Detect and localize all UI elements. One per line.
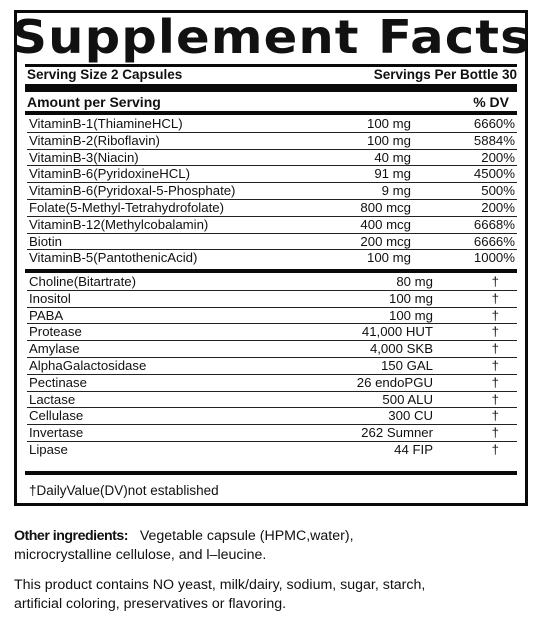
nutrient-amount: 500 ALU <box>382 391 433 407</box>
nutrient-row <box>27 200 517 217</box>
nutrient-name: Protease <box>29 324 82 340</box>
nutrient-row <box>27 150 517 167</box>
nutrient-row <box>27 341 517 358</box>
nutrient-amount: 100 mg <box>389 290 433 306</box>
other-ingredients-line1: Vegetable capsule (HPMC,water), <box>139 528 354 544</box>
nutrient-amount: 44 FIP <box>394 441 433 457</box>
nutrient-amount: 9 mg <box>381 183 411 199</box>
dv-header: % DV <box>473 94 509 110</box>
nutrient-name: Invertase <box>29 425 84 441</box>
dv-footnote: †DailyValue(DV)not established <box>29 483 219 498</box>
nutrient-row <box>27 408 517 425</box>
divider-header <box>25 111 517 115</box>
panel-title: Supplement Facts <box>11 10 531 64</box>
nutrient-name: Biotin <box>29 233 62 249</box>
nutrient-amount: 300 CU <box>388 408 433 424</box>
other-rows <box>27 274 517 459</box>
nutrient-dv: 1000% <box>473 250 515 266</box>
nutrient-dv: † <box>491 374 499 390</box>
divider-mid <box>25 269 517 273</box>
nutrient-dv: † <box>491 408 499 424</box>
nutrient-amount: 100 mg <box>367 116 411 131</box>
nutrient-row <box>27 442 517 459</box>
nutrient-amount: 400 mcg <box>360 216 411 232</box>
nutrient-name: VitaminB-6(Pyridoxal-5-Phosphate) <box>29 183 236 199</box>
column-header <box>27 93 517 111</box>
serving-info <box>27 67 517 83</box>
nutrient-name: VitaminB-12(Methylcobalamin) <box>29 216 209 232</box>
nutrient-amount: 4,000 SKB <box>369 341 433 357</box>
nutrient-dv: † <box>491 307 499 323</box>
nutrient-dv: † <box>491 341 499 357</box>
nutrient-amount: 800 mcg <box>360 199 411 215</box>
disclaimer-line2: artificial coloring, preservatives or flavoring. <box>14 596 287 612</box>
nutrient-name: VitaminB-6(PyridoxineHCL) <box>29 166 190 182</box>
nutrient-row <box>27 234 517 251</box>
nutrient-name: VitaminB-2(Riboflavin) <box>29 132 160 148</box>
nutrient-amount: 80 mg <box>396 274 433 289</box>
nutrient-amount: 40 mg <box>374 149 411 165</box>
nutrient-name: Cellulase <box>29 408 84 424</box>
nutrient-row <box>27 166 517 183</box>
vitamin-rows <box>27 116 517 267</box>
nutrient-name: Lactase <box>29 391 76 407</box>
serving-size: Serving Size 2 Capsules <box>27 67 183 82</box>
nutrient-row <box>27 133 517 150</box>
nutrient-name: Pectinase <box>29 374 87 390</box>
divider-bottom <box>25 471 517 475</box>
nutrient-amount: 41,000 HUT <box>361 324 433 340</box>
nutrient-row <box>27 250 517 267</box>
nutrient-amount: 200 mcg <box>360 233 411 249</box>
nutrient-dv: † <box>491 324 499 340</box>
nutrient-dv: 500% <box>481 183 515 199</box>
nutrient-dv: † <box>491 441 499 457</box>
nutrient-dv: 6666% <box>473 233 515 249</box>
nutrient-amount: 150 GAL <box>380 357 433 373</box>
nutrient-row <box>27 324 517 341</box>
nutrient-row <box>27 217 517 234</box>
supplement-facts-panel <box>11 10 531 506</box>
nutrient-name: AlphaGalactosidase <box>29 357 147 373</box>
nutrient-amount: 100 mg <box>367 250 411 266</box>
nutrient-dv: 4500% <box>473 166 515 182</box>
nutrient-name: PABA <box>29 307 64 323</box>
nutrient-dv: † <box>491 425 499 441</box>
amount-per-serving-header: Amount per Serving <box>27 94 161 110</box>
nutrient-name: Lipase <box>29 441 68 457</box>
nutrient-name: VitaminB-1(ThiamineHCL) <box>29 116 183 131</box>
nutrient-amount: 100 mg <box>389 307 433 323</box>
nutrient-name: Choline(Bitartrate) <box>29 274 137 289</box>
nutrient-dv: † <box>491 290 499 306</box>
nutrient-dv: 200% <box>481 149 515 165</box>
nutrient-dv: 5884% <box>473 132 515 148</box>
nutrient-row <box>27 392 517 409</box>
nutrient-row <box>27 116 517 133</box>
divider-thick <box>25 84 517 92</box>
disclaimer-line1: This product contains NO yeast, milk/dairy, sodium, sugar, starch, <box>14 577 426 593</box>
disclaimer <box>14 576 534 614</box>
nutrient-dv: † <box>491 274 499 289</box>
nutrient-row <box>27 358 517 375</box>
other-ingredients <box>14 527 534 565</box>
nutrient-dv: 6668% <box>473 216 515 232</box>
nutrient-row <box>27 291 517 308</box>
nutrient-row <box>27 375 517 392</box>
nutrient-amount: 26 endoPGU <box>356 374 433 390</box>
nutrient-dv: 6660% <box>473 116 515 131</box>
nutrient-row <box>27 183 517 200</box>
nutrient-amount: 262 Sumner <box>361 425 433 441</box>
nutrient-dv: † <box>491 357 499 373</box>
other-ingredients-line2: microcrystalline cellulose, and l–leucine. <box>14 547 267 563</box>
nutrient-row <box>27 425 517 442</box>
nutrient-amount: 100 mg <box>367 132 411 148</box>
nutrient-name: VitaminB-5(PantothenicAcid) <box>29 250 198 266</box>
nutrient-name: Inositol <box>29 290 71 306</box>
nutrient-dv: 200% <box>481 199 515 215</box>
nutrient-name: Folate(5-Methyl-Tetrahydrofolate) <box>29 199 224 215</box>
nutrient-amount: 91 mg <box>374 166 411 182</box>
servings-per-bottle: Servings Per Bottle 30 <box>373 67 517 82</box>
nutrient-name: Amylase <box>29 341 80 357</box>
other-ingredients-label: Other ingredients: <box>14 528 128 544</box>
nutrient-row <box>27 274 517 291</box>
nutrient-name: VitaminB-3(Niacin) <box>29 149 139 165</box>
nutrient-dv: † <box>491 391 499 407</box>
nutrient-row <box>27 308 517 325</box>
